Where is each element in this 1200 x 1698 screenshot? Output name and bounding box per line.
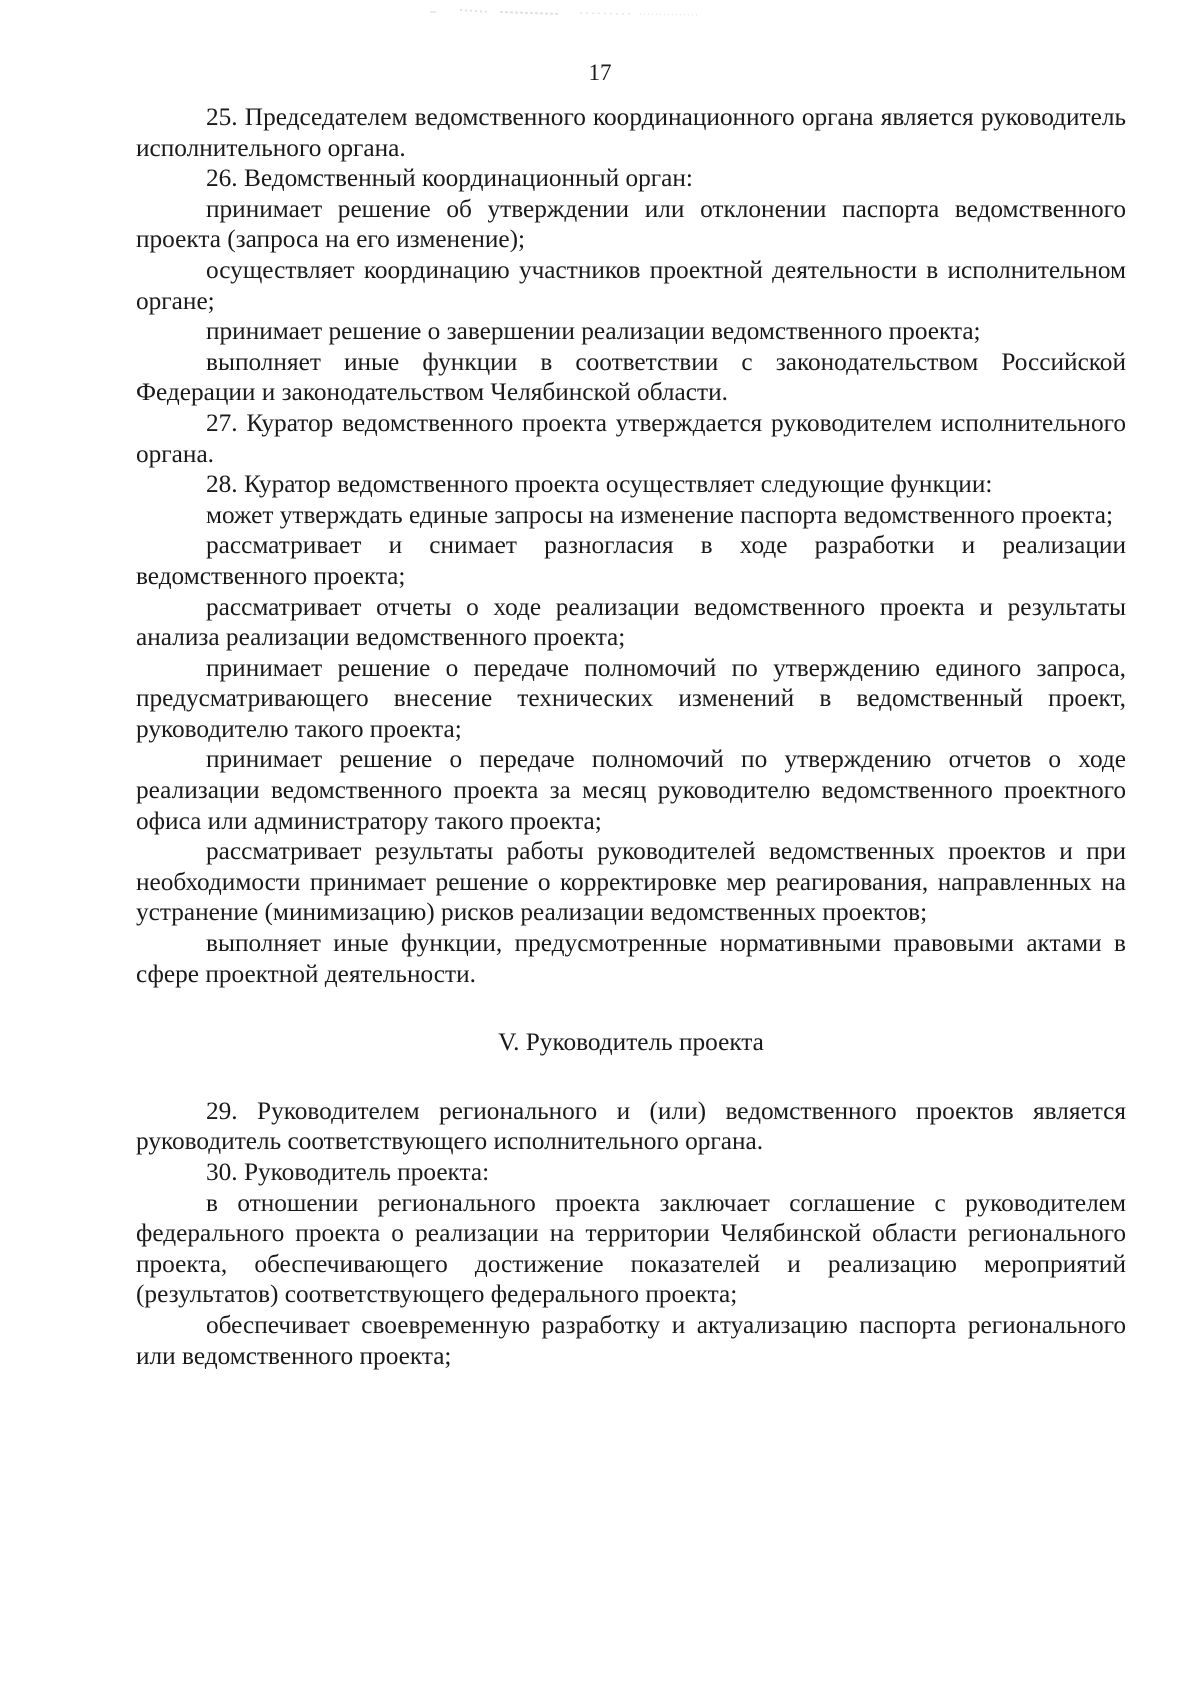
- paragraph: 26. Ведомственный координационный орган:: [206, 164, 693, 193]
- paragraph: рассматривает отчеты о ходе реализации ведомственного проекта и результаты анализа реализации ведомственного проекта;: [136, 592, 1126, 652]
- paragraph: 29. Руководителем регионального и (или) ведомственного проектов является руководитель соответствующего исполнительного органа.: [136, 1096, 1126, 1156]
- page-number: 17: [588, 60, 612, 85]
- scan-artifact: [430, 0, 770, 48]
- section-heading: V. Руководитель проекта: [498, 1028, 764, 1057]
- paragraphs-before: [136, 102, 1126, 989]
- paragraph: 25. Председателем ведомственного координационного органа является руководитель исполнительного органа.: [136, 103, 1126, 162]
- document-body: [136, 102, 1126, 1371]
- paragraphs-after: [136, 1096, 1126, 1371]
- paragraph: выполняет иные функции, предусмотренные нормативными правовыми актами в сфере проектной деятельности.: [136, 929, 1126, 988]
- paragraph: принимает решение об утверждении или отклонении паспорта ведомственного проекта (запроса на его изменение);: [136, 194, 1126, 254]
- paragraph: принимает решение о завершении реализации ведомственного проекта;: [206, 317, 981, 346]
- paragraph: осуществляет координацию участников проектной деятельности в исполнительном органе;: [136, 255, 1126, 315]
- paragraph: в отношении регионального проекта заключает соглашение с руководителем федерального проекта о реализации на территории Челябинской области регионального проекта, обеспечивающего достижение показателей и реализацию мероприятий (результатов) соответствующего федерального проекта;: [136, 1188, 1126, 1309]
- paragraph: принимает решение о передаче полномочий по утверждению отчетов о ходе реализации ведомственного проекта за месяц руководителю ведомственного проектного офиса или администратору такого проекта;: [136, 745, 1126, 835]
- paragraph: принимает решение о передаче полномочий по утверждению единого запроса, предусматривающего внесение технических изменений в ведомственный проект, руководителю такого проекта;: [136, 653, 1126, 743]
- paragraph: рассматривает и снимает разногласия в ходе разработки и реализации ведомственного проекта;: [136, 531, 1126, 590]
- paragraph: может утверждать единые запросы на изменение паспорта ведомственного проекта;: [206, 500, 1114, 529]
- paragraph: 27. Куратор ведомственного проекта утверждается руководителем исполнительного органа.: [136, 408, 1126, 468]
- paragraph: 30. Руководитель проекта:: [206, 1158, 490, 1186]
- paragraph: 28. Куратор ведомственного проекта осуществляет следующие функции:: [206, 470, 993, 499]
- paragraph: обеспечивает своевременную разработку и актуализацию паспорта регионального или ведомственного проекта;: [136, 1310, 1126, 1370]
- paragraph: выполняет иные функции в соответствии с законодательством Российской Федерации и законодательством Челябинской области.: [136, 347, 1126, 407]
- paragraph: рассматривает результаты работы руководителей ведомственных проектов и при необходимости принимает решение о корректировке мер реагирования, направленных на устранение (минимизацию) рисков реализации ведомственных проектов;: [136, 837, 1126, 927]
